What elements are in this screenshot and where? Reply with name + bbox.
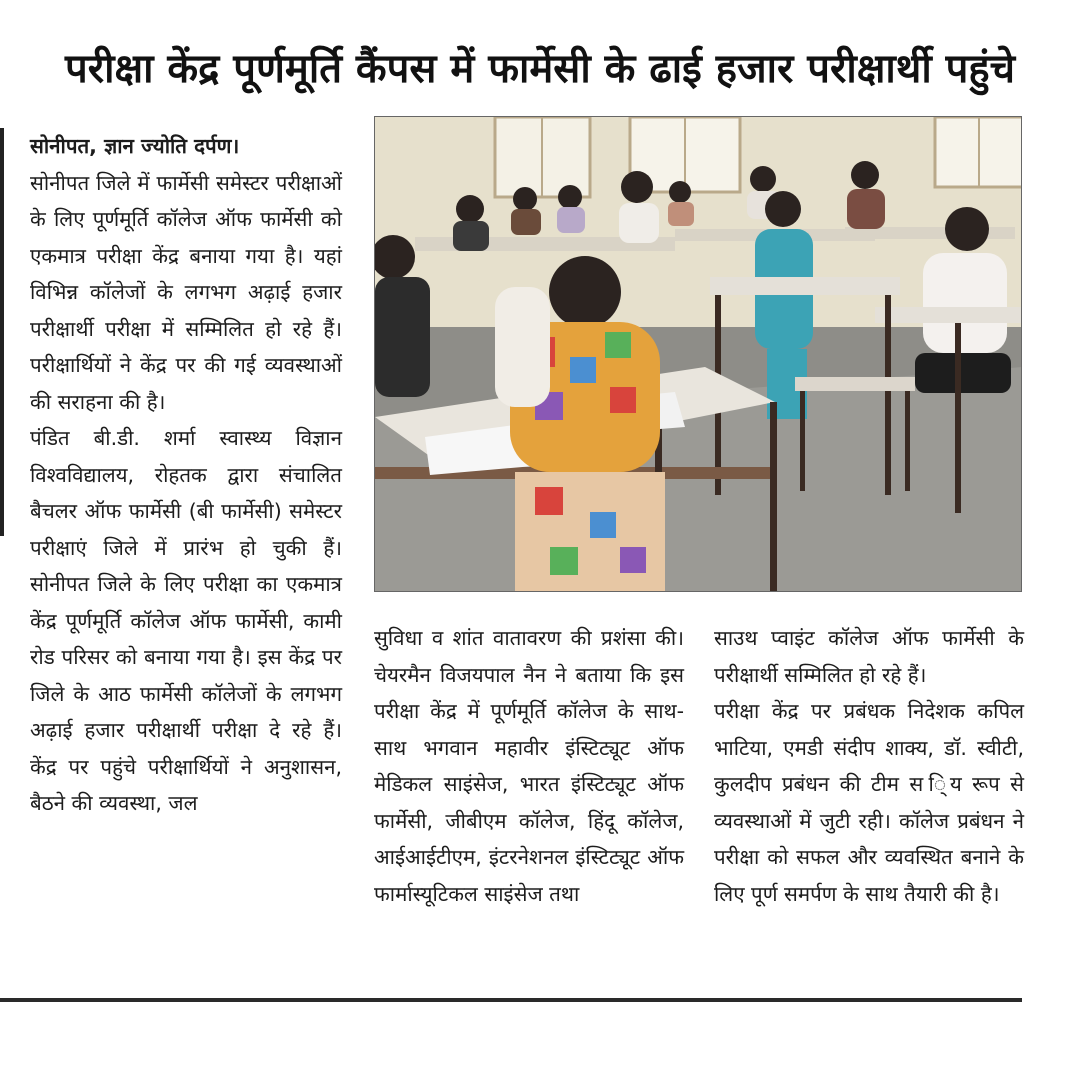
dateline: सोनीपत, ज्ञान ज्योति दर्पण। bbox=[30, 134, 240, 158]
column-1-paragraph-2: पंडित बी.डी. शर्मा स्वास्थ्य विज्ञान विश्वविद्यालय, रोहतक द्वारा संचालित बैचलर ऑफ फार्मेसी (बी फार्मेसी) समेस्टर परीक्षाएं जिले में प्रारंभ हो चुकी हैं। सोनीपत जिले के लिए परीक्षा का एकमात्र केंद्र पूर्णमूर्ति कॉलेज ऑफ फार्मेसी, कामी रोड परिसर को बनाया गया है। इस केंद्र पर जिले के आठ फार्मेसी कॉलेजों के लगभग अढ़ाई हजार परीक्षार्थी परीक्षा दे रहे हैं। केंद्र पर पहुंचे परीक्षार्थियों ने अनुशासन, बैठने की व्यवस्था, जल bbox=[30, 426, 342, 815]
left-column-rule bbox=[0, 128, 4, 536]
article-column-2 bbox=[374, 620, 684, 912]
article-column-3 bbox=[714, 620, 1024, 912]
headline: परीक्षा केंद्र पूर्णमूर्ति कैंपस में फार्मेसी के ढाई हजार परीक्षार्थी पहुंचे bbox=[65, 46, 1015, 92]
column-3-paragraph-2: परीक्षा केंद्र पर प्रबंधक निदेशक कपिल भाटिया, एमडी संदीप शाक्य, डॉ. स्वीटी, कुलदीप प्रबंधन की टीम स ि्य रूप से व्यवस्थाओं में जुटी रही। कॉलेज प्रबंधन ने परीक्षा को सफल और व्यवस्थित बनाने के लिए पूर्ण समर्पण के साथ तैयारी की है। bbox=[714, 699, 1024, 906]
column-1-paragraph-1: सोनीपत जिले में फार्मेसी समेस्टर परीक्षाओं के लिए पूर्णमूर्ति कॉलेज ऑफ फार्मेसी को एकमात्र परीक्षा केंद्र बनाया गया है। यहां विभिन्न कॉलेजों के लगभग अढ़ाई हजार परीक्षार्थी परीक्षा में सम्मिलित हो रहे हैं। परीक्षार्थियों ने केंद्र पर की गई व्यवस्थाओं की सराहना की है। bbox=[30, 170, 342, 414]
column-3-paragraph-1: साउथ प्वाइंट कॉलेज ऑफ फार्मेसी के परीक्षार्थी सम्मिलित हो रहे हैं। bbox=[714, 626, 1024, 687]
column-2-paragraph-1: सुविधा व शांत वातावरण की प्रशंसा की। चेयरमैन विजयपाल नैन ने बताया कि इस परीक्षा केंद्र में पूर्णमूर्ति कॉलेज के साथ-साथ भगवान महावीर इंस्टिट्यूट ऑफ मेडिकल साइंसेज, भारत इंस्टिट्यूट ऑफ फार्मेसी, जीबीएम कॉलेज, हिंदू कॉलेज, आईआईटीएम, इंटरनेशनल इंस्टिट्यूट ऑफ फार्मास्यूटिकल साइंसेज तथा bbox=[374, 626, 684, 906]
exam-hall-photo bbox=[374, 116, 1022, 592]
article-column-1 bbox=[30, 128, 342, 822]
bottom-rule bbox=[0, 998, 1022, 1002]
